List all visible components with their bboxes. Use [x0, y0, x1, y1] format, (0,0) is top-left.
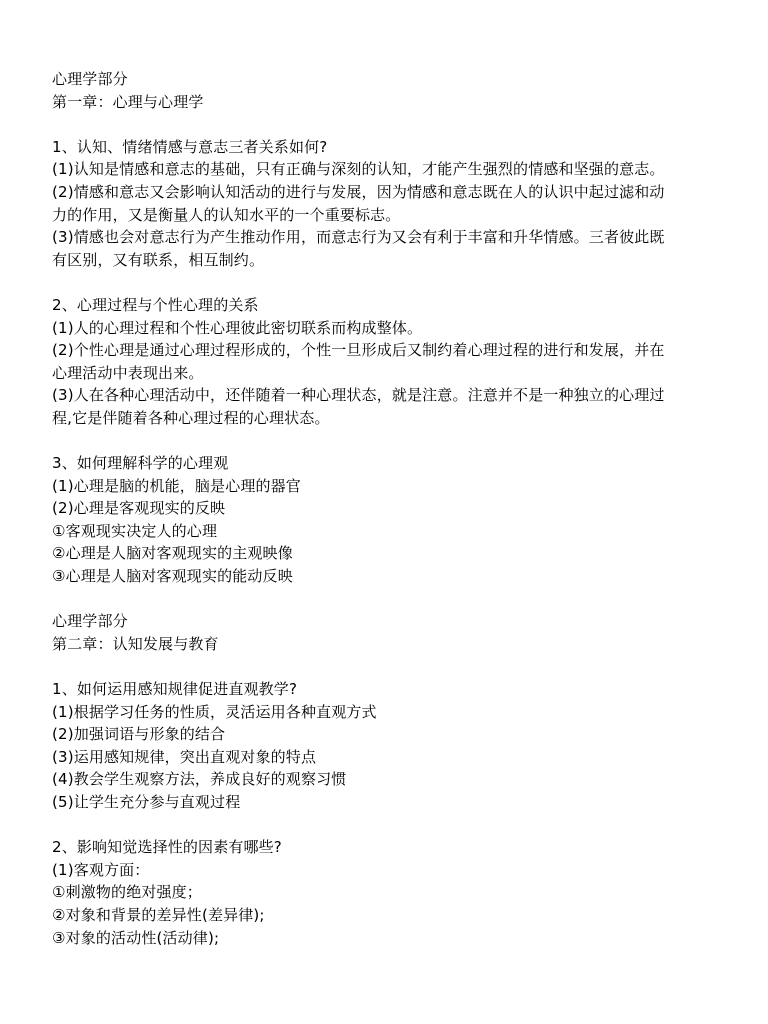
answer-line: (2)心理是客观现实的反映	[52, 499, 226, 518]
spacer	[52, 271, 718, 294]
answer-line: (1)心理是脑的机能，脑是心理的器官	[52, 476, 301, 495]
answer-line: ③对象的活动性(活动律);	[52, 928, 220, 947]
answer-line: (2)加强词语与形象的结合	[52, 725, 226, 744]
answer-line: (2)个性心理是通过心理过程形成的，个性一旦形成后又制约着心理过程的进行和发展，并在	[52, 341, 665, 360]
answer-line: ②心理是人脑对客观现实的主观映像	[52, 544, 293, 563]
answer-line: ①刺激物的绝对强度；	[52, 883, 202, 902]
part-heading: 心理学部分	[52, 612, 128, 631]
question-title: 3、如何理解科学的心理观	[52, 454, 229, 473]
spacer	[52, 588, 718, 611]
answer-line: (1)根据学习任务的性质，灵活运用各种直观方式	[52, 702, 377, 721]
answer-line: 有区别，又有联系，相互制约。	[52, 250, 265, 269]
answer-line: (2)情感和意志又会影响认知活动的进行与发展，因为情感和意志既在人的认识中起过滤和动	[52, 182, 665, 201]
answer-line: (5)让学生充分参与直观过程	[52, 793, 241, 811]
answer-line: (1)人的心理过程和个性心理彼此密切联系而构成整体。	[52, 318, 423, 337]
chapter-heading: 第二章：认知发展与教育	[52, 634, 219, 653]
answer-line: (3)人在各种心理活动中，还伴随着一种心理状态，就是注意。注意并不是一种独立的心理过	[52, 386, 665, 405]
answer-line: (1)客观方面：	[52, 860, 150, 879]
spacer	[52, 113, 718, 136]
answer-line: ③心理是人脑对客观现实的能动反映	[52, 567, 293, 586]
answer-line: 程,它是伴随着各种心理过程的心理状态。	[52, 408, 330, 427]
question-title: 2、影响知觉选择性的因素有哪些?	[52, 838, 282, 857]
chapter-heading: 第一章：心理与心理学	[52, 92, 204, 111]
document-page	[52, 68, 718, 949]
answer-line: (1)认知是情感和意志的基础，只有正确与深刻的认知，才能产生强烈的情感和坚强的意志。	[52, 160, 665, 179]
spacer	[52, 814, 718, 837]
part-heading: 心理学部分	[52, 70, 128, 88]
answer-line: (4)教会学生观察方法，养成良好的观察习惯	[52, 770, 347, 789]
answer-line: ②对象和背景的差异性(差异律);	[52, 905, 265, 924]
answer-line: (3)运用感知规律，突出直观对象的特点	[52, 747, 317, 766]
answer-line: ①客观现实决定人的心理	[52, 521, 218, 540]
question-title: 1、如何运用感知规律促进直观教学?	[52, 680, 298, 699]
answer-line: 力的作用，又是衡量人的认知水平的一个重要标志。	[52, 205, 401, 224]
question-title: 1、认知、情绪情感与意志三者关系如何?	[52, 137, 328, 156]
spacer	[52, 655, 718, 678]
question-title: 2、心理过程与个性心理的关系	[52, 295, 259, 314]
answer-line: 心理活动中表现出来。	[52, 363, 204, 382]
answer-line: (3)情感也会对意志行为产生推动作用，而意志行为又会有利于丰富和升华情感。三者彼此既	[52, 228, 665, 247]
spacer	[52, 430, 718, 453]
